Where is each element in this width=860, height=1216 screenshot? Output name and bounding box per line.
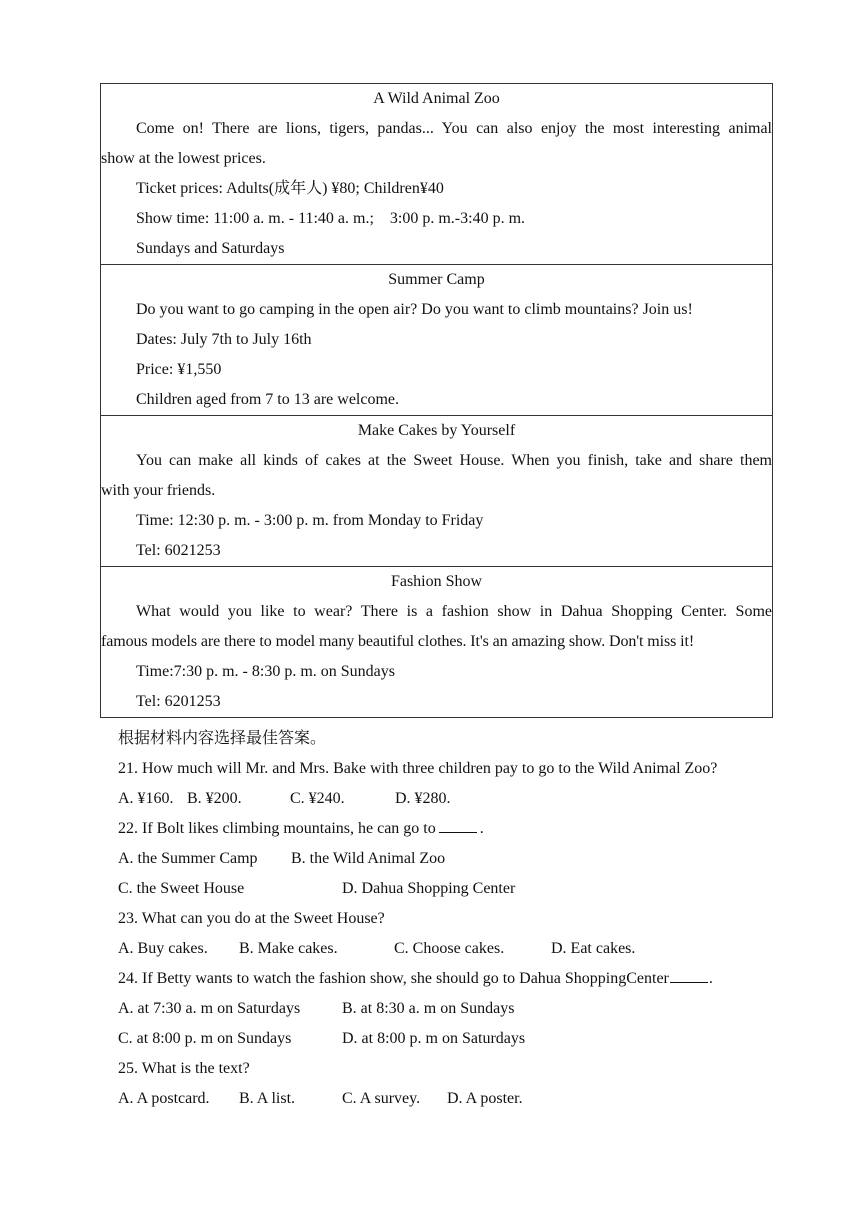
ad-text: Come on! There are lions, tigers, pandas... You can also enjoy the most interesting animal [136, 120, 772, 137]
ad-title: Summer Camp [388, 271, 485, 288]
option-a[interactable]: A. ¥160. [118, 790, 174, 807]
ad-title: A Wild Animal Zoo [373, 90, 500, 107]
option-d[interactable]: D. A poster. [447, 1090, 523, 1107]
camp-ages: Children aged from 7 to 13 are welcome. [136, 391, 400, 408]
option-d[interactable]: D. Eat cakes. [551, 940, 636, 957]
fashion-time: Time:7:30 p. m. - 8:30 p. m. on Sundays [136, 663, 395, 680]
ad-text: with your friends. [101, 482, 216, 499]
ad-wild-animal-zoo [101, 84, 772, 265]
ticket-prices: Ticket prices: Adults(成年人) ¥80; Children¥40 [136, 180, 444, 197]
question-text: 24. If Betty wants to watch the fashion show, she should go to Dahua ShoppingCenter [118, 970, 669, 987]
question-end: . [479, 820, 484, 837]
option-c[interactable]: C. at 8:00 p. m on Sundays [118, 1030, 292, 1047]
answer-blank [439, 820, 477, 833]
option-b[interactable]: B. at 8:30 a. m on Sundays [342, 1000, 515, 1017]
instruction: 根据材料内容选择最佳答案。 [118, 730, 327, 747]
cake-tel: Tel: 6021253 [136, 542, 221, 559]
question-end: . [708, 970, 713, 987]
ad-title: Make Cakes by Yourself [357, 422, 516, 439]
option-b[interactable]: B. A list. [239, 1090, 296, 1107]
question-25: 25. What is the text? [118, 1060, 250, 1077]
answer-blank [670, 970, 708, 983]
question-25-options [118, 1084, 778, 1114]
camp-dates: Dates: July 7th to July 16th [136, 331, 312, 348]
option-c[interactable]: C. A survey. [342, 1090, 421, 1107]
fashion-tel: Tel: 6201253 [136, 693, 221, 710]
option-b[interactable]: B. ¥200. [187, 790, 242, 807]
ad-text: show at the lowest prices. [101, 150, 266, 167]
option-c[interactable]: C. ¥240. [290, 790, 345, 807]
question-22-options-2 [118, 874, 778, 904]
option-d[interactable]: D. ¥280. [395, 790, 451, 807]
questions-section [118, 724, 778, 1114]
option-b[interactable]: B. the Wild Animal Zoo [291, 850, 446, 867]
question-21: 21. How much will Mr. and Mrs. Bake with three children pay to go to the Wild Animal Zoo? [118, 760, 718, 777]
option-a[interactable]: A. A postcard. [118, 1090, 210, 1107]
ad-fashion-show [101, 567, 772, 717]
option-a[interactable]: A. the Summer Camp [118, 850, 258, 867]
question-21-options [118, 784, 778, 814]
option-d[interactable]: D. Dahua Shopping Center [342, 880, 516, 897]
question-text: 22. If Bolt likes climbing mountains, he can go to [118, 820, 436, 837]
option-d[interactable]: D. at 8:00 p. m on Saturdays [342, 1030, 526, 1047]
option-b[interactable]: B. Make cakes. [239, 940, 338, 957]
question-23: 23. What can you do at the Sweet House? [118, 910, 385, 927]
ad-title: Fashion Show [390, 573, 483, 590]
question-23-options [118, 934, 778, 964]
ad-make-cakes [101, 416, 772, 567]
ads-table [100, 83, 773, 718]
option-a[interactable]: A. Buy cakes. [118, 940, 208, 957]
ad-text: Do you want to go camping in the open air? Do you want to climb mountains? Join us! [136, 301, 693, 318]
ad-text: famous models are there to model many beautiful clothes. It's an amazing show. Don't miss it! [101, 633, 695, 650]
question-24-options [118, 994, 778, 1024]
option-c[interactable]: C. Choose cakes. [394, 940, 505, 957]
question-24-options-2 [118, 1024, 778, 1054]
cake-time: Time: 12:30 p. m. - 3:00 p. m. from Monday to Friday [136, 512, 484, 529]
option-c[interactable]: C. the Sweet House [118, 880, 245, 897]
ad-summer-camp [101, 265, 772, 416]
ad-text: You can make all kinds of cakes at the Sweet House. When you finish, take and share them [136, 452, 772, 469]
show-time: Show time: 11:00 a. m. - 11:40 a. m.; 3:00 p. m.-3:40 p. m. [136, 210, 526, 227]
option-a[interactable]: A. at 7:30 a. m on Saturdays [118, 1000, 301, 1017]
camp-price: Price: ¥1,550 [136, 361, 222, 378]
question-22 [118, 814, 778, 844]
show-days: Sundays and Saturdays [136, 240, 285, 257]
question-24 [118, 964, 778, 994]
ad-text: What would you like to wear? There is a fashion show in Dahua Shopping Center. Some [136, 603, 772, 620]
question-22-options [118, 844, 778, 874]
